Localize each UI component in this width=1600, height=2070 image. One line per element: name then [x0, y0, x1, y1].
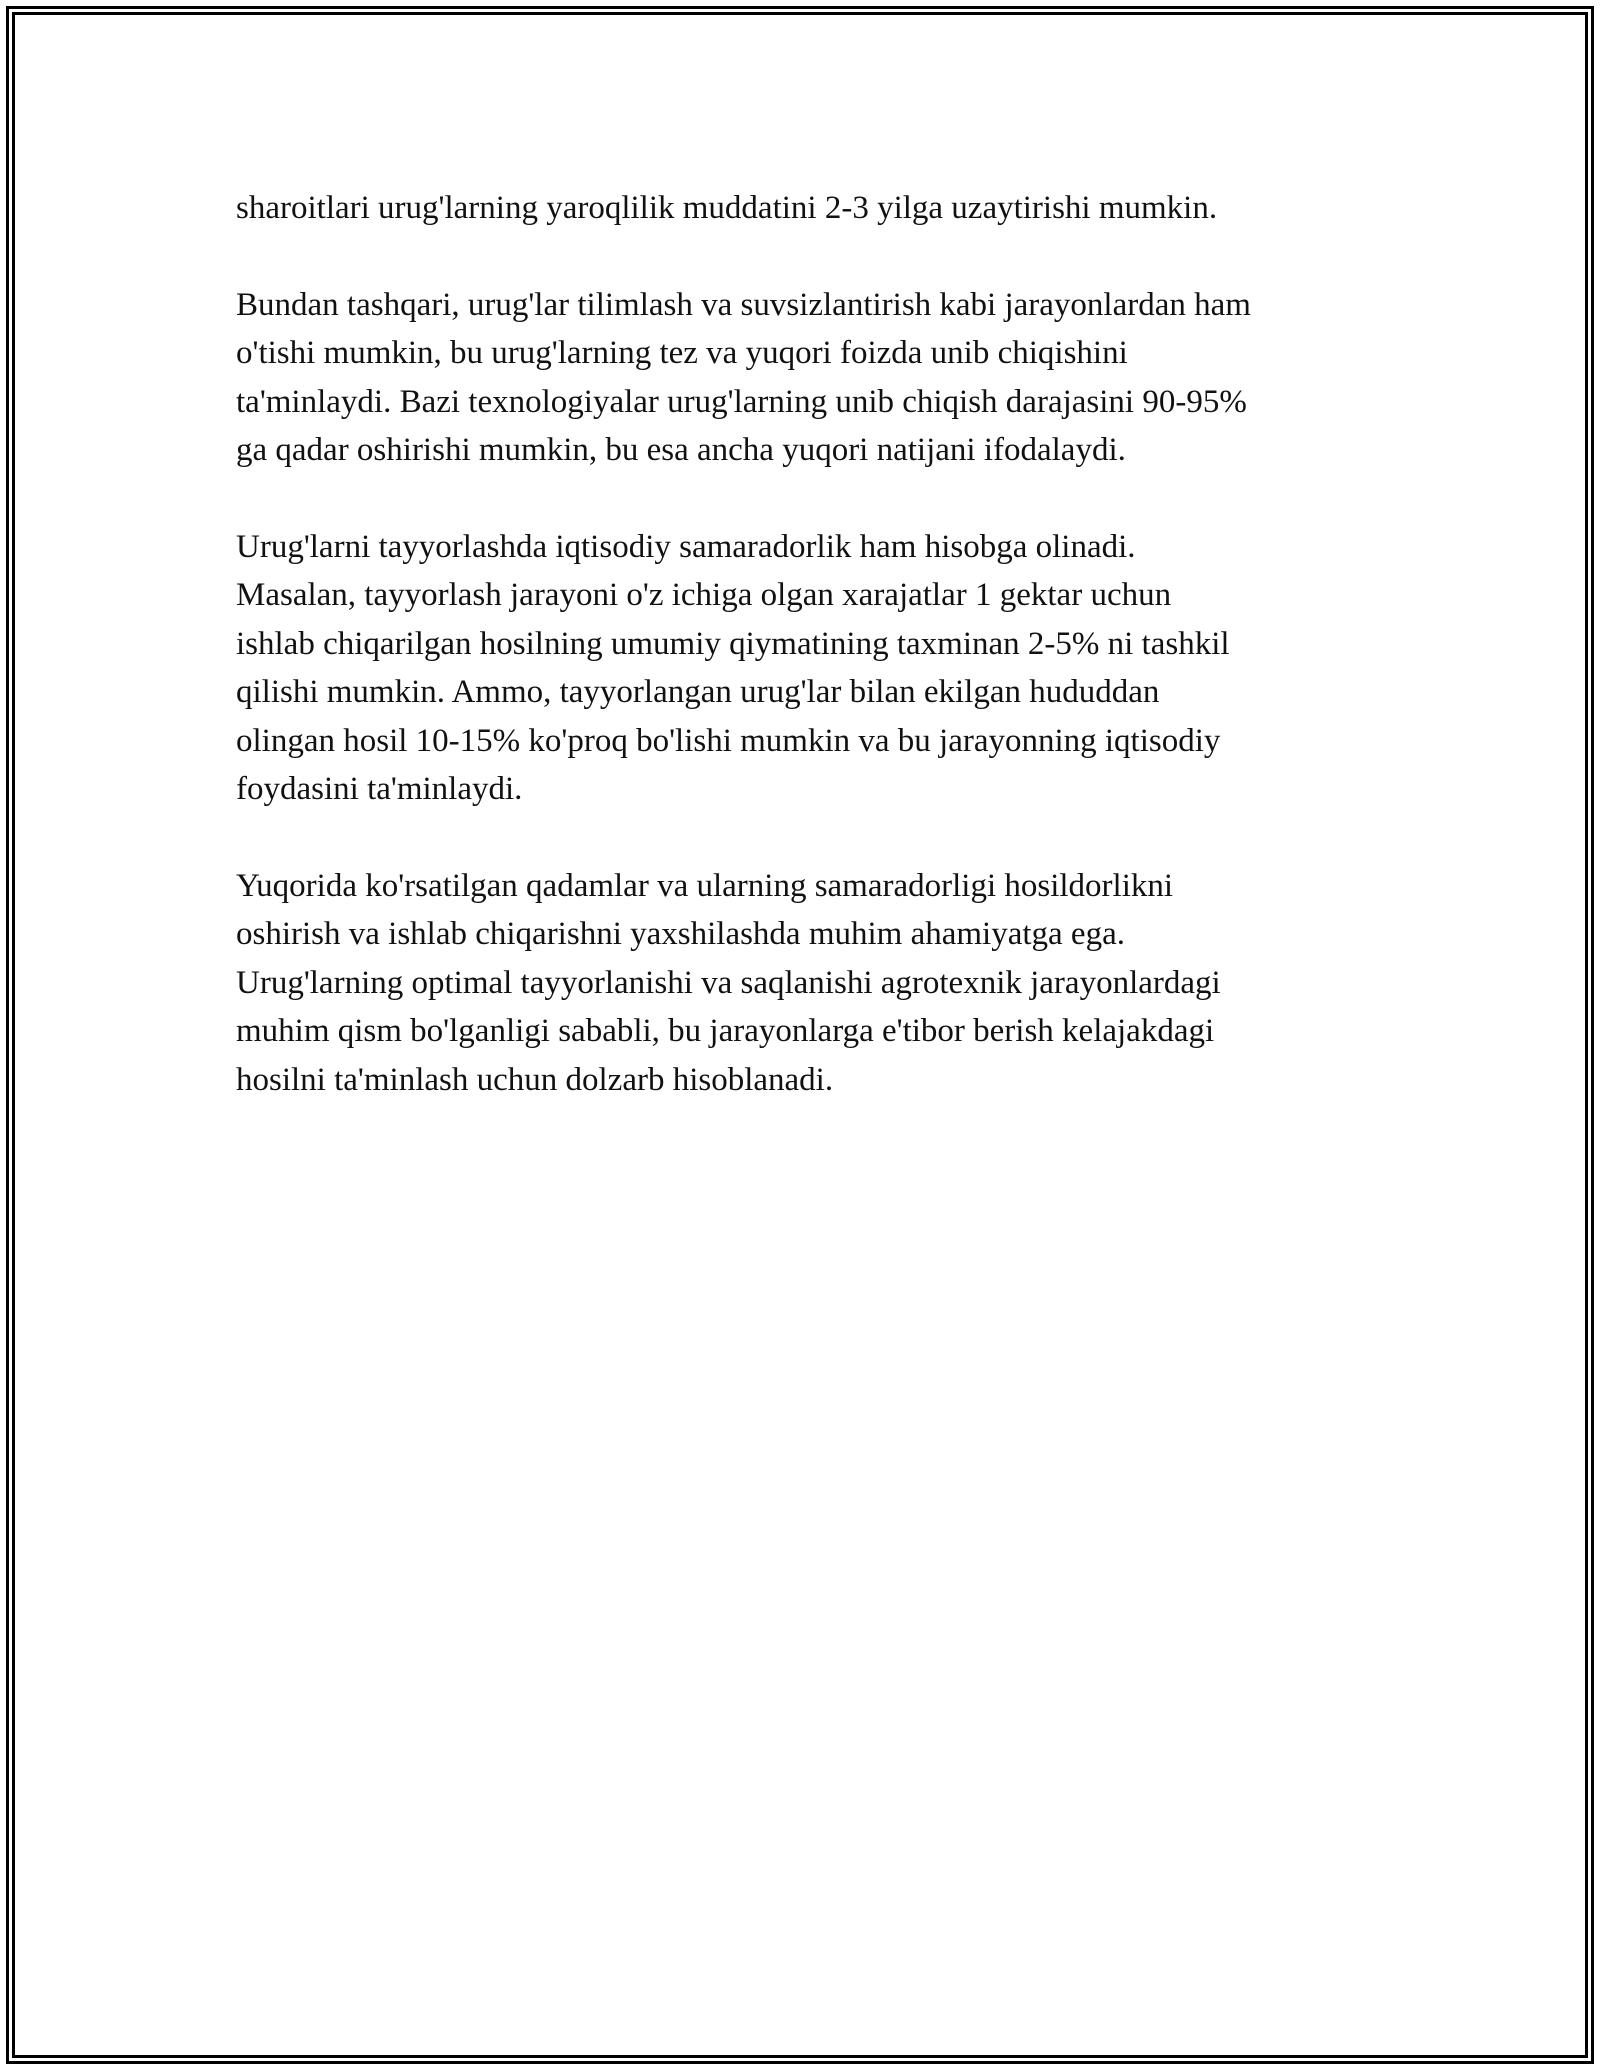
- document-body: [236, 184, 1366, 1152]
- paragraph-2: Bundan tashqari, urug'lar tilimlash va suvsizlantirish kabi jarayonlardan ham o'tishi mumkin, bu urug'larning tez va yuqori foizda unib chiqishini ta'minlaydi. Bazi texnologiyalar urug'larning unib chiqish darajasini 90-95% ga qadar oshirishi mumkin, bu esa ancha yuqori natijani ifodalaydi.: [236, 286, 1251, 468]
- paragraph-1: sharoitlari urug'larning yaroqlilik muddatini 2-3 yilga uzaytirishi mumkin.: [236, 190, 1218, 226]
- paragraph-4: Yuqorida ko'rsatilgan qadamlar va ularning samaradorligi hosildorlikni oshirish va ishlab chiqarishni yaxshilashda muhim ahamiyatga ega. Urug'larning optimal tayyorlanishi va saqlanishi agrotexnik jarayonlardagi muhim qism bo'lganligi sababli, bu jarayonlarga e'tibor berish kelajakdagi hosilni ta'minlash uchun dolzarb hisoblanadi.: [236, 867, 1221, 1098]
- paragraph-3: Urug'larni tayyorlashda iqtisodiy samaradorlik ham hisobga olinadi. Masalan, tayyorlash jarayoni o'z ichiga olgan xarajatlar 1 gektar uchun ishlab chiqarilgan hosilning umumiy qiymatining taxminan 2-5% ni tashkil qilishi mumkin. Ammo, tayyorlangan urug'lar bilan ekilgan hududdan olingan hosil 10-15% ko'proq bo'lishi mumkin va bu jarayonning iqtisodiy foydasini ta'minlaydi.: [236, 528, 1230, 807]
